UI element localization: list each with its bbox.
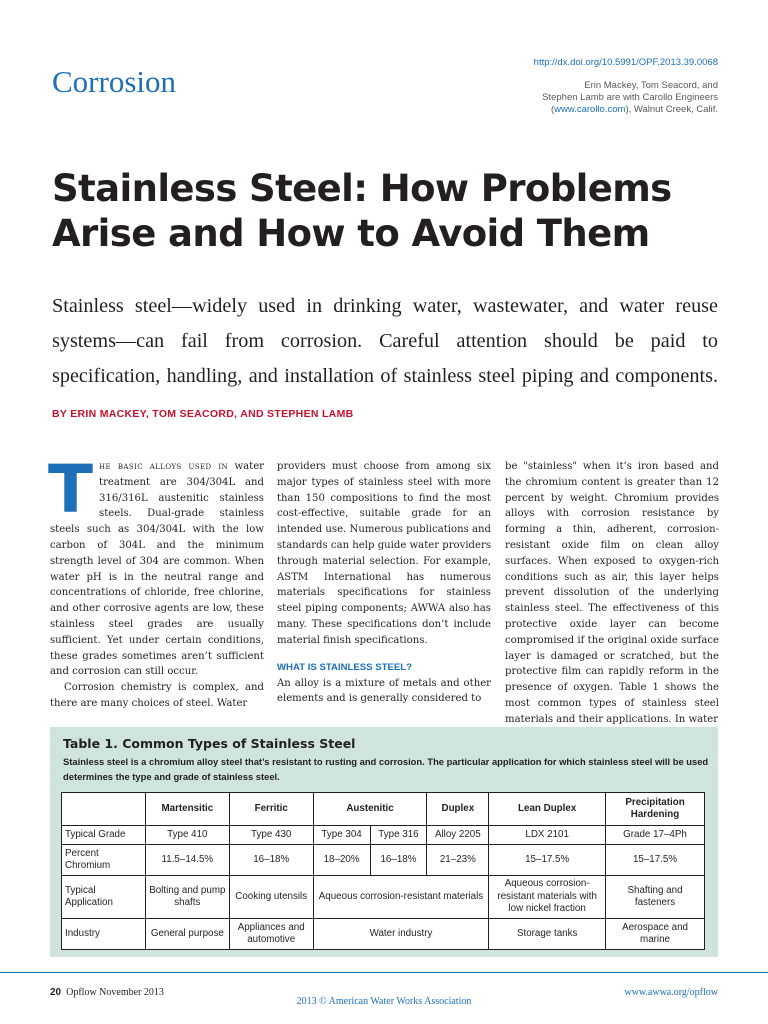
body-column-1 bbox=[48, 451, 264, 712]
table-cell: Storage tanks bbox=[489, 919, 606, 950]
table-cell: 15–17.5% bbox=[606, 845, 705, 876]
table-cell: Aerospace and marine bbox=[606, 919, 705, 950]
table-cell: Type 316 bbox=[370, 826, 427, 845]
table-cell: 16–18% bbox=[370, 845, 427, 876]
table-cell: 18–20% bbox=[313, 845, 370, 876]
table-cell: Grade 17–4Ph bbox=[606, 826, 705, 845]
table-cell: General purpose bbox=[145, 919, 229, 950]
table-cell: 11.5–14.5% bbox=[145, 845, 229, 876]
header-cell bbox=[606, 793, 705, 826]
header-cell-empty bbox=[62, 793, 146, 826]
body-column-2 bbox=[277, 459, 491, 707]
table-subtitle: Stainless steel is a chromium alloy steel that’s resistant to rusting and corrosion. The particular application for which stainless steel will be used determines the type and grade of stainless steel. bbox=[63, 756, 709, 782]
table-cell: 21–23% bbox=[427, 845, 489, 876]
carollo-link[interactable]: www.carollo.com bbox=[554, 104, 626, 115]
table-cell: Appliances and automotive bbox=[229, 919, 313, 950]
table-cell: 15–17.5% bbox=[489, 845, 606, 876]
body-paragraph: An alloy is a mixture of metals and other elements and is generally considered to bbox=[277, 677, 491, 705]
drop-cap: T bbox=[48, 451, 94, 528]
lead-in: he basic alloys used in bbox=[99, 461, 229, 472]
footer-copyright: 2013 © American Water Works Association bbox=[296, 996, 472, 1007]
table-cell: Water industry bbox=[313, 919, 489, 950]
authors-note-line: Erin Mackey, Tom Seacord, and bbox=[584, 80, 718, 91]
row-label: Industry bbox=[62, 919, 146, 950]
table-sidebar bbox=[50, 727, 718, 957]
table-row bbox=[62, 919, 705, 950]
body-column-3 bbox=[505, 459, 719, 728]
article-title-line: Stainless Steel: How Problems bbox=[52, 167, 672, 210]
footer-url-link[interactable]: www.awwa.org/opflow bbox=[624, 987, 718, 998]
authors-note-line bbox=[458, 104, 718, 116]
table-cell: LDX 2101 bbox=[489, 826, 606, 845]
table-title: Table 1. Common Types of Stainless Steel bbox=[63, 736, 356, 751]
table-cell: Shafting and fasteners bbox=[606, 876, 705, 919]
header-cell: Austenitic bbox=[313, 793, 427, 826]
deck-text: Stainless steel—widely used in drinking water, wastewater, and water reuse systems—can fail from corrosion. Careful attention should be paid to specification, handling, and installation of stainless steel piping and components. bbox=[52, 295, 718, 387]
table-cell: 16–18% bbox=[229, 845, 313, 876]
table-cell: Cooking utensils bbox=[229, 876, 313, 919]
table-cell: Type 304 bbox=[313, 826, 370, 845]
authors-note-close: ), Walnut Creek, Calif. bbox=[625, 104, 718, 115]
header-line: Hardening bbox=[630, 809, 680, 820]
table-row bbox=[62, 845, 705, 876]
table-cell: Alloy 2205 bbox=[427, 826, 489, 845]
section-label: Corrosion bbox=[52, 64, 176, 99]
byline: BY ERIN MACKEY, TOM SEACORD, AND STEPHEN LAMB bbox=[52, 408, 354, 420]
table-cell: Bolting and pump shafts bbox=[145, 876, 229, 919]
table-cell: Aqueous corrosion-resistant materials with low nickel fraction bbox=[489, 876, 606, 919]
body-text: water treatment are 304/304L and 316/316L austenitic stainless steels. Dual-grade stainless steels such as 304/304L with the low carbon of 304L and the minimum strength level of 304 are common. When water pH is in the neutral range and concentrations of chloride, free chlorine, and other corrosive agents are low, these stainless steel grades are usually sufficient. Yet under certain conditions, these grades sometimes aren’t sufficient and corrosion can still occur. bbox=[50, 461, 264, 678]
table-cell: Type 410 bbox=[145, 826, 229, 845]
table-header-row bbox=[62, 793, 705, 826]
header-cell: Ferritic bbox=[229, 793, 313, 826]
row-label: Typical Application bbox=[62, 876, 146, 919]
table-row bbox=[62, 826, 705, 845]
publication-name: Opflow November 2013 bbox=[66, 987, 164, 998]
article-deck bbox=[52, 289, 718, 432]
stainless-steel-table bbox=[61, 792, 705, 950]
body-paragraph: be "stainless" when it’s iron based and the chromium content is greater than 12 percent by weight. Chromium provides alloys with corrosion resistance by forming a thin, adherent, corrosion-resistant oxide film on clean alloy surfaces. When exposed to oxygen-rich conditions such as air, this layer helps prevent dissolution of the underlying stainless steel. The effectiveness of this protective oxide layer can become compromised if the original oxide surface layer is damaged or scratched, but the protective film can rapidly reform in the presence of oxygen. Table 1 shows the most common types of stainless steel materials and their applications. In water bbox=[505, 461, 719, 725]
body-paragraph bbox=[48, 451, 264, 680]
doi-link[interactable]: http://dx.doi.org/10.5991/OPF.2013.39.0068 bbox=[533, 57, 718, 68]
authors-note-line: Stephen Lamb are with Carollo Engineers bbox=[542, 92, 718, 103]
header-cell: Duplex bbox=[427, 793, 489, 826]
article-title bbox=[52, 166, 732, 256]
footer-rule bbox=[0, 972, 768, 973]
page-number: 20 bbox=[50, 987, 62, 998]
table-row bbox=[62, 876, 705, 919]
body-paragraph: providers must choose from among six major types of stainless steel with more than 150 compositions to find the most cost-effective, suitable grade for an intended use. Numerous publications and standards can help guide water providers through material selection. For example, ASTM International has numerous materials specifications for stainless steel piping components; AWWA also has many. These specifications don’t include material finish specifications. bbox=[277, 461, 491, 646]
header-cell: Martensitic bbox=[145, 793, 229, 826]
authors-note-open: ( bbox=[550, 104, 555, 115]
row-label: Percent Chromium bbox=[62, 845, 146, 876]
header-line: Precipitation bbox=[625, 796, 685, 808]
article-title-line: Arise and How to Avoid Them bbox=[52, 212, 650, 255]
header-cell: Lean Duplex bbox=[489, 793, 606, 826]
row-label: Typical Grade bbox=[62, 826, 146, 845]
table-cell: Aqueous corrosion-resistant materials bbox=[313, 876, 489, 919]
table-cell: Type 430 bbox=[229, 826, 313, 845]
section-subhead: WHAT IS STAINLESS STEEL? bbox=[277, 661, 413, 673]
body-paragraph: Corrosion chemistry is complex, and there are many choices of steel. Water bbox=[50, 682, 264, 709]
authors-note bbox=[458, 80, 718, 116]
